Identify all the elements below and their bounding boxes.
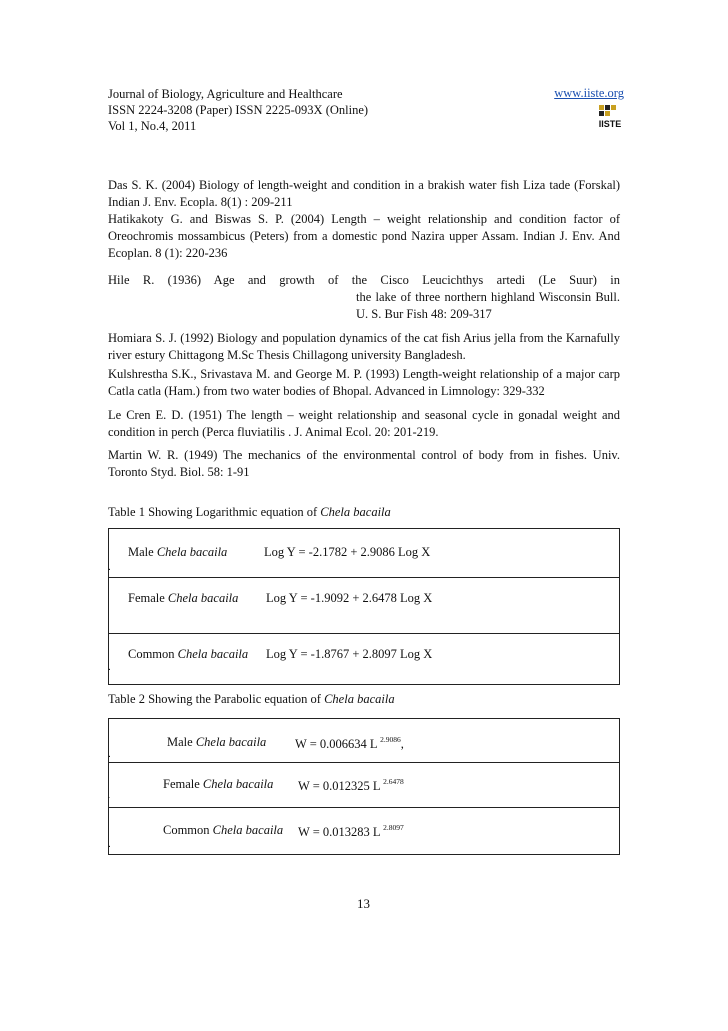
species-label: Female Chela bacaila [128, 591, 239, 605]
reference-hatikakoty: Hatikakoty G. and Biswas S. P. (2004) Length – weight relationship and condition factor of Oreochromis mossambicus (Peters) from a domestic pond Nazira upper Assam. Indian J. Env. And Ecoplan. 8 (1): 220-236 [108, 212, 620, 261]
species-label: Male Chela bacaila [128, 545, 228, 559]
issn-line: ISSN 2224-3208 (Paper) ISSN 2225-093X (Online) [108, 103, 369, 117]
table-row [109, 529, 619, 578]
table-row [109, 578, 619, 634]
table1 [108, 528, 620, 685]
species-label: Female Chela bacaila [163, 777, 274, 791]
parabolic-equation: W = 0.013283 L $^{2.8097}$ [298, 823, 404, 839]
table1-caption: Table 1 Showing Logarithmic equation of Chela bacaila [108, 505, 391, 519]
svg-text:IISTE: IISTE [598, 119, 622, 129]
table-row [109, 719, 619, 763]
page-number: 13 [357, 896, 370, 911]
log-equation: Log Y = -1.9092 + 2.6478 Log X [266, 591, 433, 605]
reference-homiara: Homiara S. J. (1992) Biology and population dynamics of the cat fish Arius jella from the Karnafully river estury Chittagong M.Sc Thesis Chillagong university Bangladesh. [108, 331, 620, 363]
row-mark: . [108, 838, 111, 850]
log-equation: Log Y = -1.8767 + 2.8097 Log X [266, 647, 433, 661]
volume-line: Vol 1, No.4, 2011 [108, 119, 197, 133]
reference-le-cren: Le Cren E. D. (1951) The length – weight relationship and seasonal cycle in gonadal weight and condition in perch (Perca fluviatilis . J. Animal Ecol. 20: 201-219. [108, 408, 620, 440]
parabolic-equation: W = 0.006634 L $^{2.9086}$, [295, 735, 404, 751]
row-mark: . [108, 748, 111, 760]
reference-martin: Martin W. R. (1949) The mechanics of the environmental control of body from in fishes. Univ. Toronto Styd. Biol. 58: 1-91 [108, 448, 620, 480]
table-row [109, 808, 619, 854]
table2-caption: Table 2 Showing the Parabolic equation of Chela bacaila [108, 692, 395, 706]
row-mark: . [108, 661, 111, 673]
reference-kulshrestha: Kulshrestha S.K., Srivastava M. and George M. P. (1993) Length-weight relationship of a major carp Catla catla (Ham.) from two water bodies of Bhopal. Advanced in Limnology: 329-332 [108, 367, 620, 399]
reference-hile [108, 272, 620, 324]
species-label: Common Chela bacaila [128, 647, 249, 661]
log-equation: Log Y = -2.1782 + 2.9086 Log X [264, 545, 431, 559]
table-row [109, 763, 619, 808]
parabolic-equation: W = 0.012325 L $^{2.6478}$ [298, 777, 404, 793]
row-mark: . [108, 561, 111, 573]
table2 [108, 718, 620, 855]
row-mark: . [108, 791, 110, 800]
reference-hile-line1: Hile R. (1936) Age and growth of the Cisco Leucichthys artedi (Le Suur) in [108, 273, 620, 287]
reference-hile-line2: the lake of three northern highland Wisconsin Bull. U. S. Bur Fish 48: 209-317 [356, 290, 620, 322]
reference-das: Das S. K. (2004) Biology of length-weight and condition in a brakish water fish Liza tade (Forskal) Indian J. Env. Ecopla. 8(1) : 209-211 [108, 178, 620, 210]
iiste-logo [598, 104, 622, 130]
journal-title: Journal of Biology, Agriculture and Healthcare [108, 87, 343, 101]
species-label: Common Chela bacaila [163, 823, 284, 837]
table-row [109, 634, 619, 684]
species-label: Male Chela bacaila [167, 735, 267, 749]
journal-url-link[interactable]: www.iiste.org [554, 86, 624, 100]
